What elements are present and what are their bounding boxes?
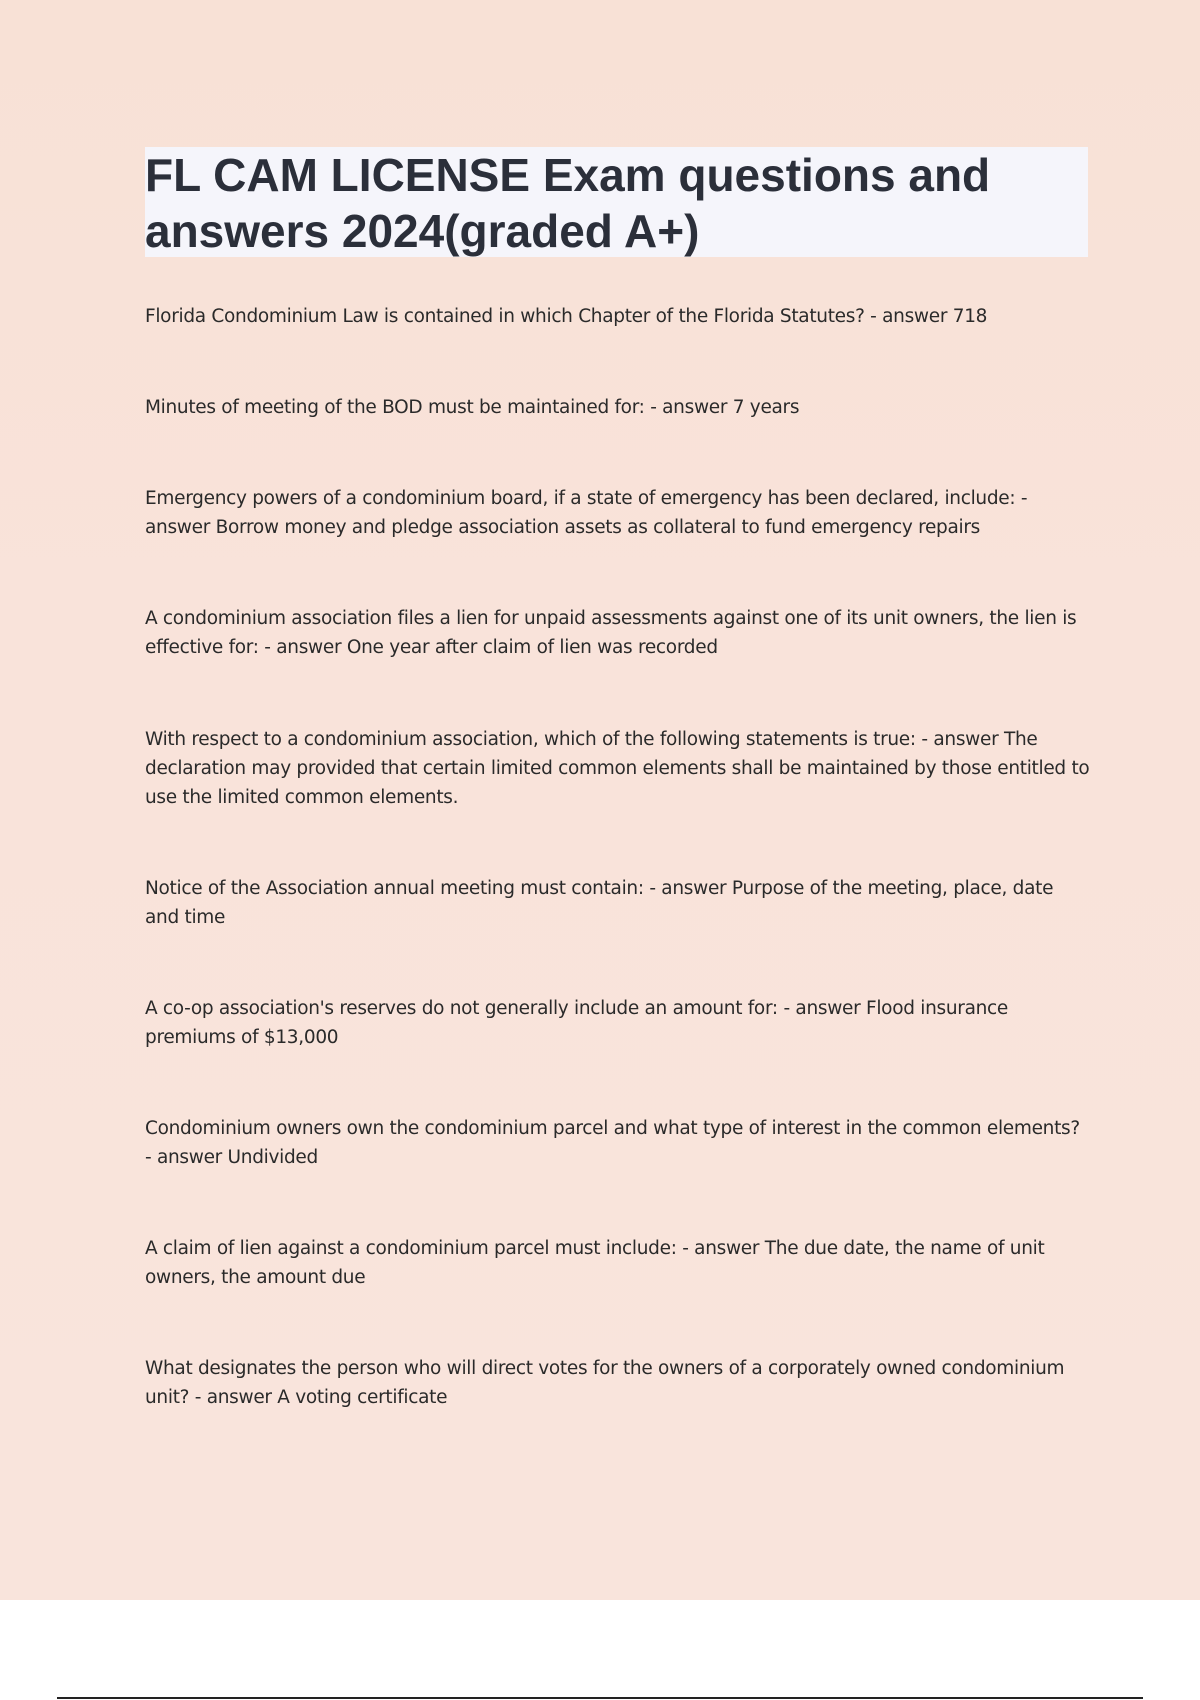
qa-item-3: Emergency powers of a condominium board, if a state of emergency has been declared, include: - answer Borrow money and pledge association assets as collateral to fund emergency repairs	[145, 488, 1028, 538]
qa-item-5: With respect to a condominium association, which of the following statements is true: - answer The declaration may provided that certain limited common elements shall be maintained by those entitled to use the limited common elements.	[145, 729, 1090, 808]
qa-item-9: A claim of lien against a condominium parcel must include: - answer The due date, the name of unit owners, the amount due	[145, 1238, 1045, 1288]
qa-item-8: Condominium owners own the condominium parcel and what type of interest in the common elements? - answer Undivided	[145, 1118, 1080, 1168]
title-box	[145, 147, 1088, 257]
qa-item-1: Florida Condominium Law is contained in which Chapter of the Florida Statutes? - answer 718	[145, 306, 988, 327]
footer-divider	[57, 1697, 1143, 1699]
qa-item-4: A condominium association files a lien for unpaid assessments against one of its unit owners, the lien is effective for: - answer One year after claim of lien was recorded	[145, 608, 1077, 658]
qa-item-10: What designates the person who will direct votes for the owners of a corporately owned condominium unit? - answer A voting certificate	[145, 1358, 1065, 1408]
qa-item-6: Notice of the Association annual meeting must contain: - answer Purpose of the meeting, place, date and time	[145, 878, 1054, 928]
qa-item-7: A co-op association's reserves do not generally include an amount for: - answer Flood insurance premiums of $13,000	[145, 998, 1008, 1048]
qa-item-2: Minutes of meeting of the BOD must be maintained for: - answer 7 years	[145, 397, 800, 418]
document-title: FL CAM LICENSE Exam questions and answers 2024(graded A+)	[145, 149, 991, 257]
